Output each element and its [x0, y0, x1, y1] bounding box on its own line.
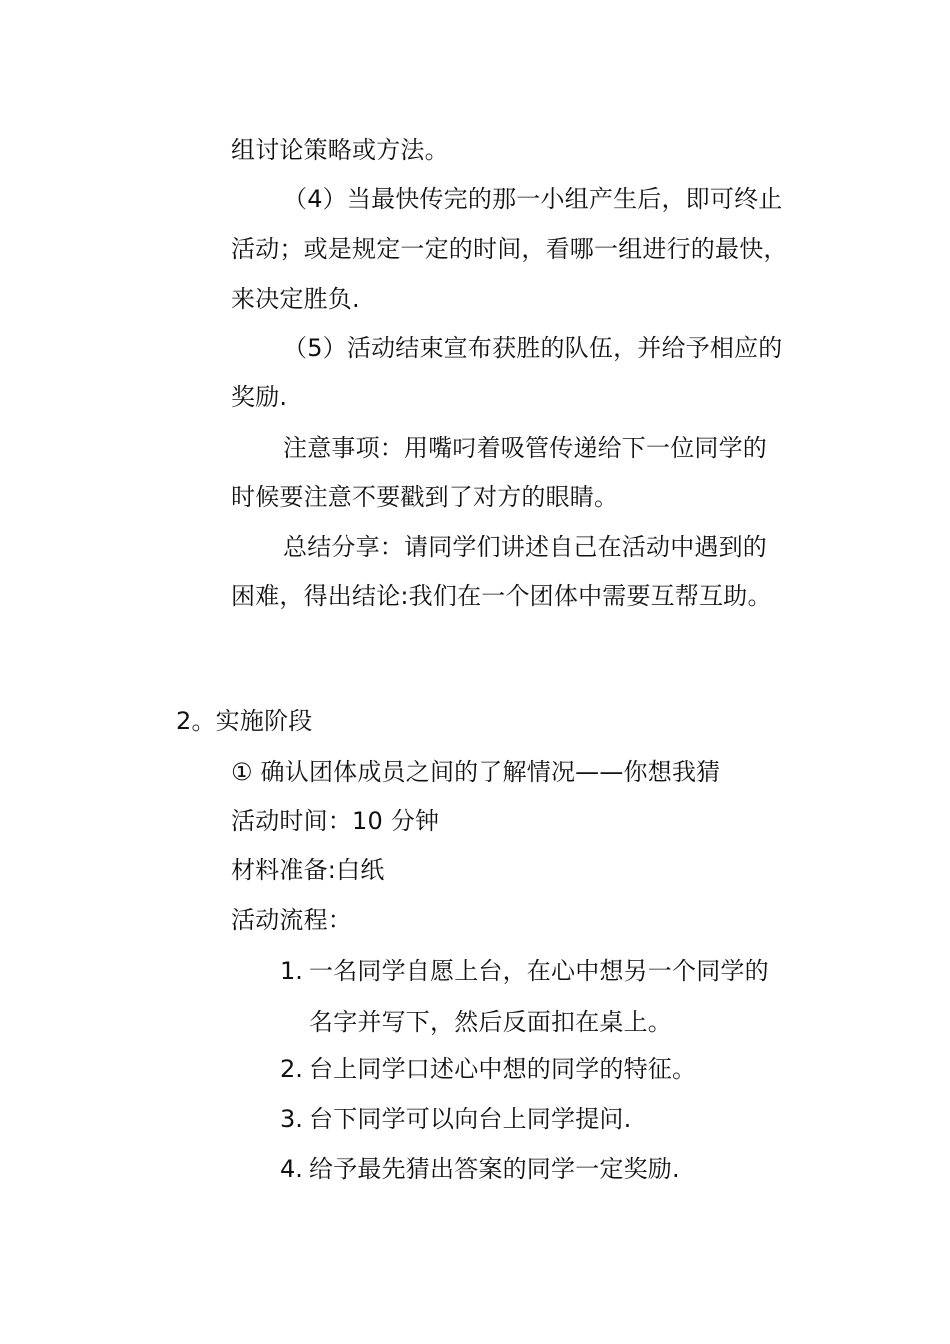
step-text-line-1: 给予最先猜出答案的同学一定奖励. — [309, 1155, 680, 1183]
section-heading: 2。实施阶段 — [176, 707, 313, 735]
step-number: 3. — [280, 1105, 303, 1133]
notes-line-2: 时候要注意不要戳到了对方的眼睛。 — [231, 483, 619, 511]
step-number: 2. — [280, 1055, 303, 1083]
activity-process-label: 活动流程： — [231, 906, 352, 934]
activity-time: 活动时间：10 分钟 — [231, 807, 440, 835]
step-number: 4. — [280, 1155, 303, 1183]
step-text-line-1: 一名同学自愿上台，在心中想另一个同学的 — [309, 957, 769, 985]
step-number: 1. — [280, 957, 303, 985]
paragraph-4-line-1: （4）当最快传完的那一小组产生后，即可终止 — [283, 185, 783, 213]
summary-line-2: 困难，得出结论:我们在一个团体中需要互帮互助。 — [231, 582, 772, 610]
step-text-line-1: 台上同学口述心中想的同学的特征。 — [309, 1055, 697, 1083]
paragraph-4-line-2: 活动；或是规定一定的时间，看哪一组进行的最快， — [231, 235, 788, 263]
notes-line-1: 注意事项：用嘴叼着吸管传递给下一位同学的 — [283, 434, 767, 462]
step-text-line-1: 台下同学可以向台上同学提问. — [309, 1105, 632, 1133]
summary-line-1: 总结分享：请同学们讲述自己在活动中遇到的 — [283, 533, 767, 561]
activity-materials: 材料准备:白纸 — [231, 856, 385, 884]
paragraph-5-line-2: 奖励. — [231, 383, 288, 411]
step-text-line-2: 名字并写下，然后反面扣在桌上。 — [309, 1008, 672, 1036]
activity-title: ① 确认团体成员之间的了解情况——你想我猜 — [231, 758, 721, 786]
paragraph-4-line-3: 来决定胜负. — [231, 285, 360, 313]
paragraph-continuation-line: 组讨论策略或方法。 — [231, 136, 449, 164]
paragraph-5-line-1: （5）活动结束宣布获胜的队伍，并给予相应的 — [283, 334, 783, 362]
